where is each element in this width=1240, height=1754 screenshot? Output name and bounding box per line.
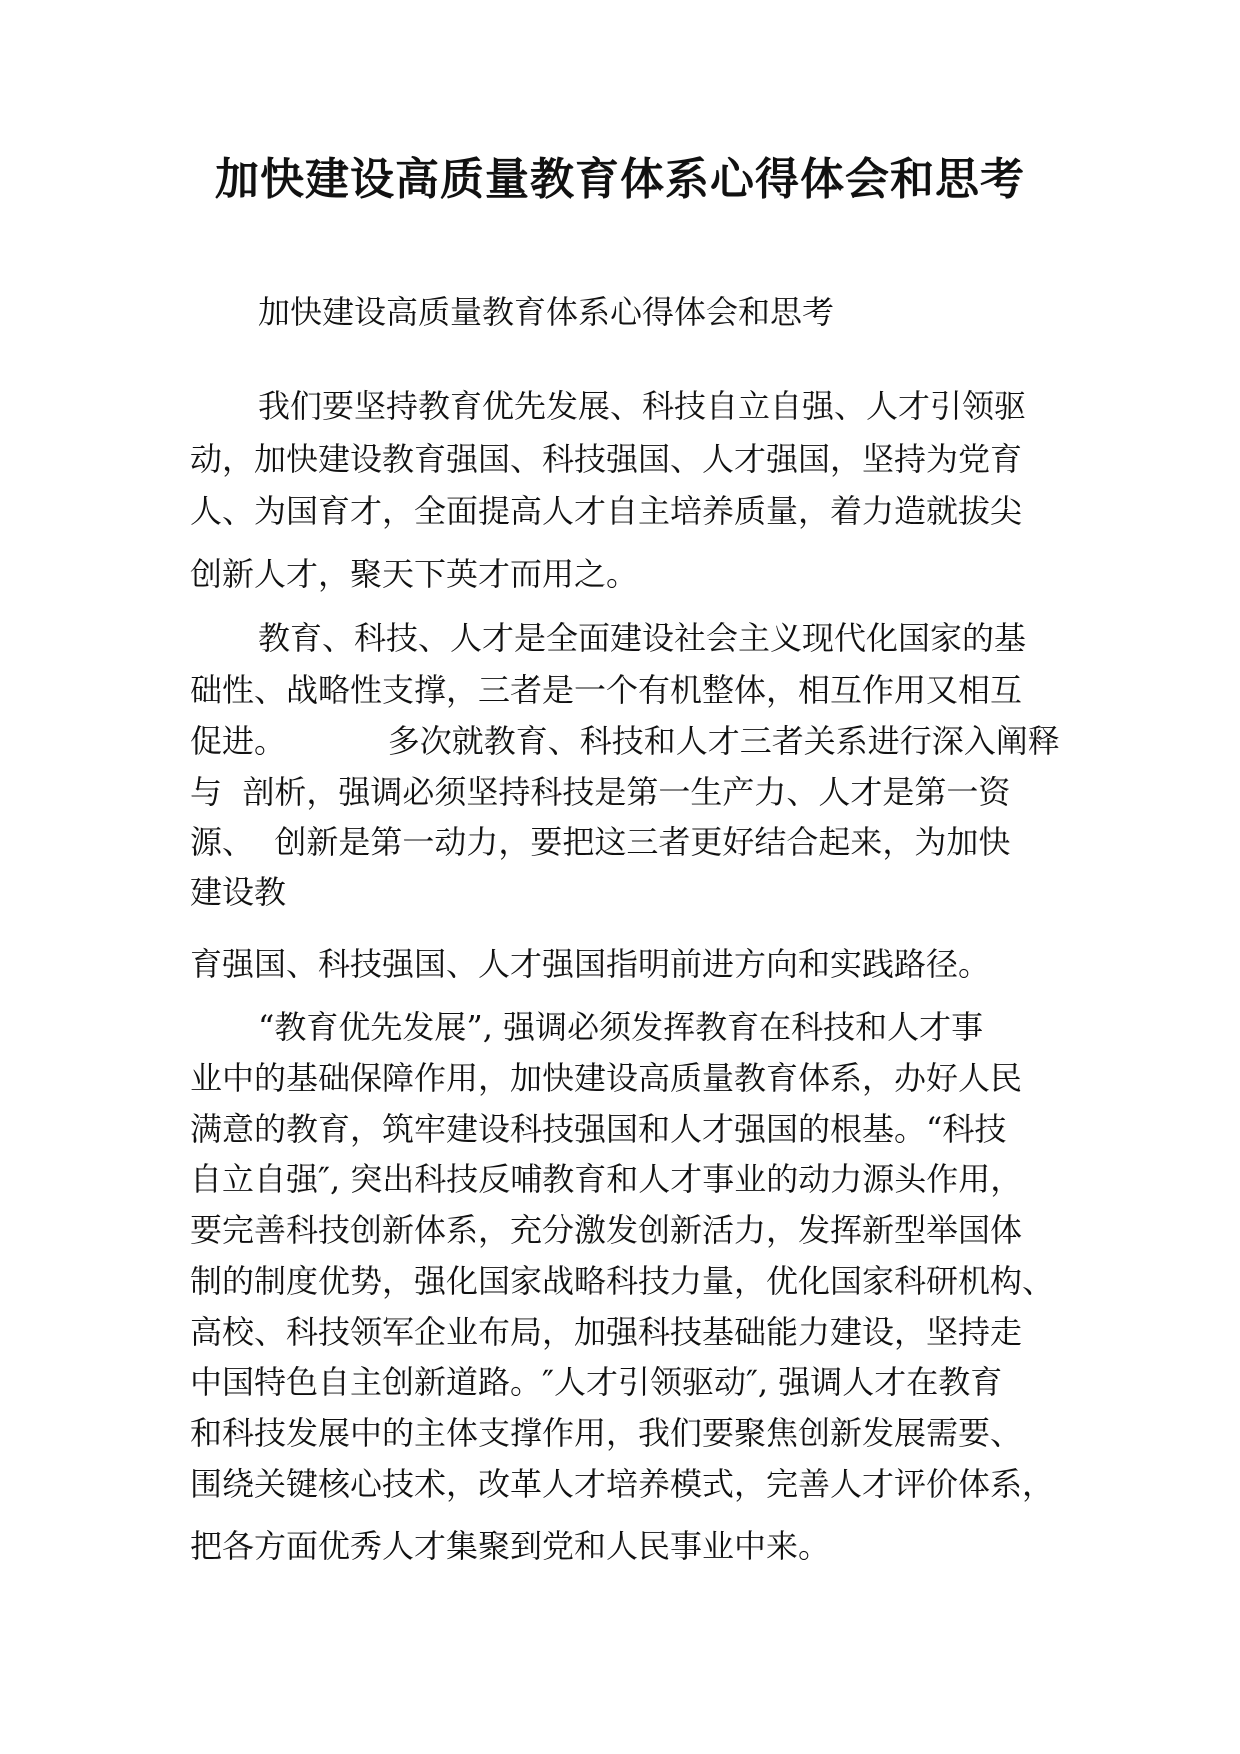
paragraph-line: 建设教 [190, 873, 287, 911]
paragraph-line: 和科技发展中的主体支撑作用，我们要聚焦创新发展需要、 [190, 1414, 1023, 1452]
paragraph-line: 促进。 多次就教育、科技和人才三者关系进行深入阐释 [190, 722, 1060, 760]
paragraph-line: 动，加快建设教育强国、科技强国、人才强国，坚持为党育 [190, 440, 1023, 478]
paragraph-line: 加快建设高质量教育体系心得体会和思考 [258, 293, 835, 331]
paragraph-line: 育强国、科技强国、人才强国指明前进方向和实践路径。 [190, 945, 991, 983]
paragraph-line: 满意的教育，筑牢建设科技强国和人才强国的根基。“科技 [190, 1110, 1007, 1148]
paragraph-line: 高校、科技领军企业布局，加强科技基础能力建设，坚持走 [190, 1313, 1023, 1351]
document-title: 加快建设高质量教育体系心得体会和思考 [215, 154, 1025, 205]
paragraph-line: 自立自强″, 突出科技反哺教育和人才事业的动力源头作用， [190, 1160, 1023, 1198]
paragraph-line: 把各方面优秀人才集聚到党和人民事业中来。 [190, 1527, 831, 1565]
paragraph-line: 人、为国育才，全面提高人才自主培养质量，着力造就拔尖 [190, 492, 1023, 530]
paragraph-line: 创新人才，聚天下英才而用之。 [190, 555, 639, 593]
paragraph-line: 础性、战略性支撑，三者是一个有机整体，相互作用又相互 [190, 671, 1023, 709]
paragraph-line: 我们要坚持教育优先发展、科技自立自强、人才引领驱 [258, 387, 1027, 425]
paragraph-line: 围绕关键核心技术，改革人才培养模式，完善人才评价体系， [190, 1465, 1055, 1503]
paragraph-line: 源、 创新是第一动力，要把这三者更好结合起来，为加快 [190, 823, 1011, 861]
paragraph-line: 要完善科技创新体系，充分激发创新活力，发挥新型举国体 [190, 1211, 1023, 1249]
paragraph-line: 中国特色自主创新道路。″人才引领驱动″, 强调人才在教育 [190, 1363, 1003, 1401]
paragraph-line: 教育、科技、人才是全面建设社会主义现代化国家的基 [258, 619, 1027, 657]
paragraph-line: “教育优先发展”, 强调必须发挥教育在科技和人才事 [258, 1008, 984, 1046]
paragraph-line: 制的制度优势，强化国家战略科技力量，优化国家科研机构、 [190, 1262, 1055, 1300]
paragraph-line: 业中的基础保障作用，加快建设高质量教育体系，办好人民 [190, 1059, 1023, 1097]
paragraph-line: 与 剖析，强调必须坚持科技是第一生产力、人才是第一资 [190, 773, 1011, 811]
